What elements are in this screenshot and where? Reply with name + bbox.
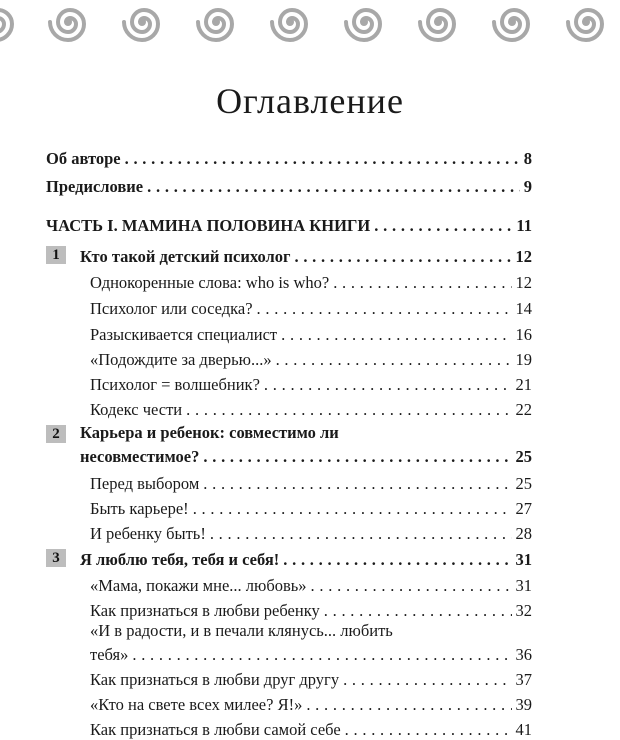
toc-item[interactable]: Как признаться в любви ребенку . . . 32 <box>90 595 532 621</box>
toc-entry-about-author[interactable]: Об авторе . . . 8 <box>46 143 532 169</box>
spiral-ornament-icon <box>0 0 620 60</box>
toc-item[interactable]: «Подождите за дверью...» . . . 19 <box>90 344 532 370</box>
toc-item[interactable]: Как признаться в любви самой себе . . . 41 <box>90 714 532 740</box>
page-title: Оглавление <box>216 81 404 121</box>
toc-chapter-2[interactable]: несовместимое? . . . 25 <box>80 441 532 467</box>
toc-item[interactable]: Быть карьере! . . . 27 <box>90 493 532 519</box>
toc-entry-part-1[interactable]: ЧАСТЬ I. МАМИНА ПОЛОВИНА КНИГИ . . . 11 <box>46 210 532 236</box>
toc-chapter-1[interactable]: Кто такой детский психолог . . . 12 <box>80 241 532 267</box>
decorative-spiral-border <box>0 0 620 60</box>
toc-item[interactable]: Однокоренные слова: who is who? . . . 12 <box>90 267 532 293</box>
toc-item[interactable]: Как признаться в любви друг другу . . . 37 <box>90 664 532 690</box>
chapter-number-badge: 3 <box>46 549 66 567</box>
toc-item[interactable]: тебя» . . . 36 <box>90 639 532 665</box>
toc-item[interactable]: Разыскивается специалист . . . 16 <box>90 319 532 345</box>
toc-item[interactable]: «Кто на свете всех милее? Я!» . . . 39 <box>90 689 532 715</box>
toc-item[interactable]: И ребенку быть! . . . 28 <box>90 518 532 544</box>
toc-entry-preface[interactable]: Предисловие . . . 9 <box>46 171 532 197</box>
toc-chapter-2-line1[interactable]: Карьера и ребенок: совместимо ли <box>80 423 339 442</box>
chapter-number-badge: 2 <box>46 425 66 443</box>
toc-item[interactable]: Психолог = волшебник? . . . 21 <box>90 369 532 395</box>
toc-item[interactable]: «Мама, покажи мне... любовь» . . . 31 <box>90 570 532 596</box>
toc-item[interactable]: Психолог или соседка? . . . 14 <box>90 293 532 319</box>
toc-item[interactable]: Кодекс чести . . . 22 <box>90 394 532 420</box>
toc-item-line1[interactable]: «И в радости, и в печали клянусь... любить <box>90 621 393 640</box>
chapter-number-badge: 1 <box>46 246 66 264</box>
toc-item[interactable]: Перед выбором . . . 25 <box>90 468 532 494</box>
toc-chapter-3[interactable]: Я люблю тебя, тебя и себя! . . . 31 <box>80 544 532 570</box>
